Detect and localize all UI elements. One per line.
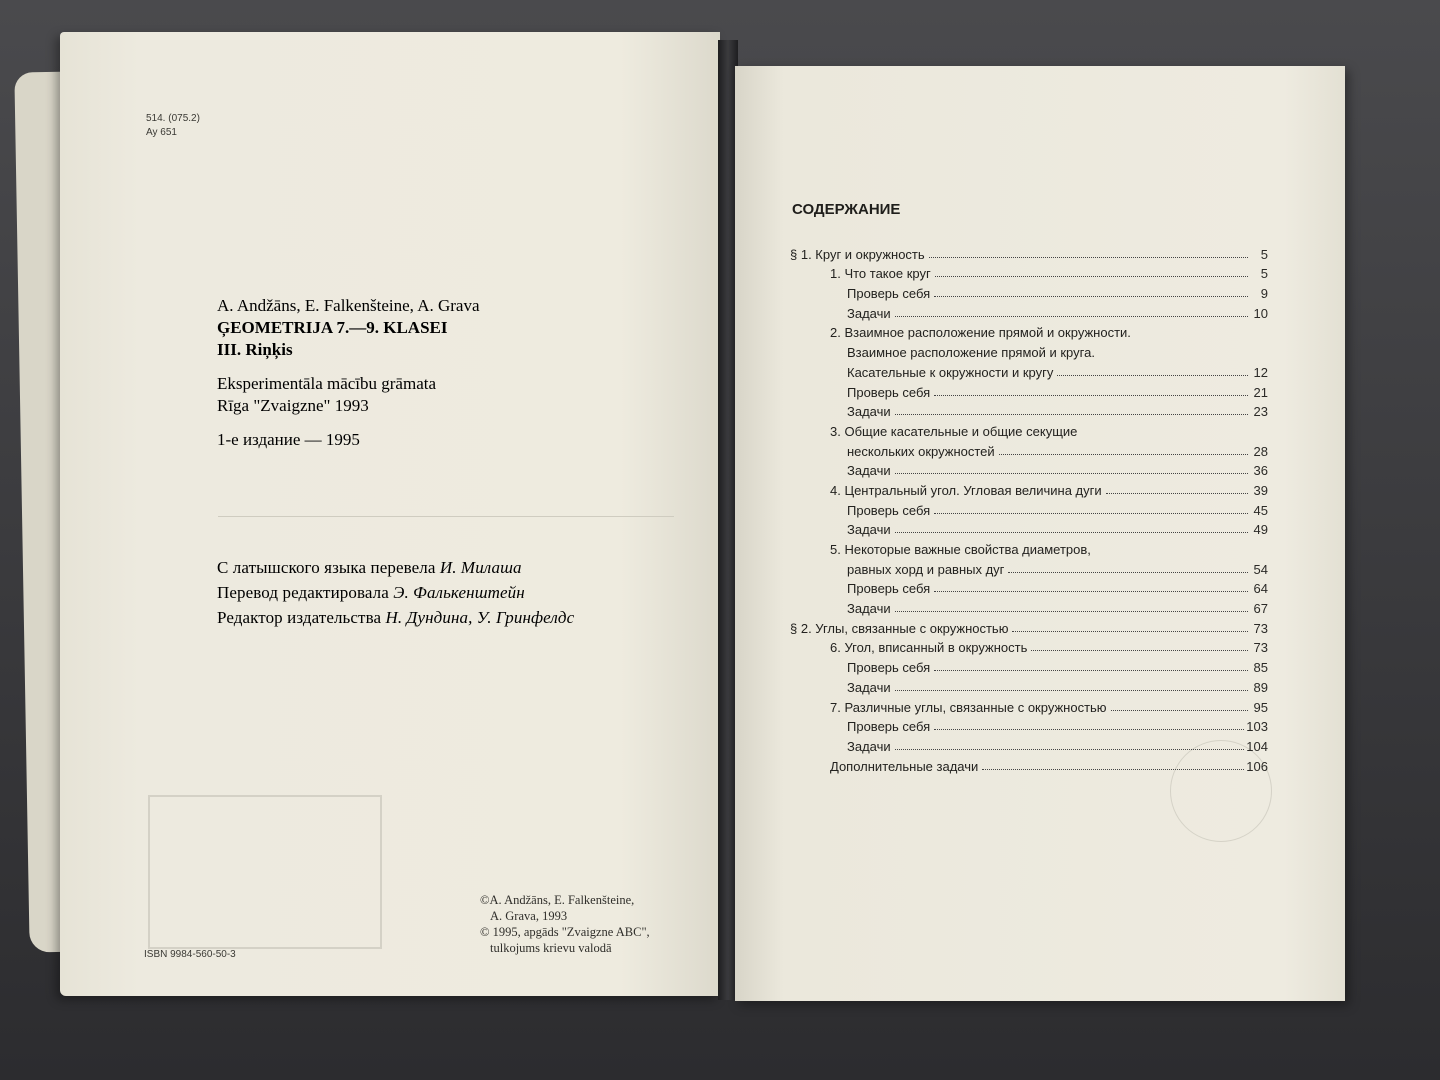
toc-row (790, 340, 1268, 360)
copyright-block: ©A. Andžāns, E. Falkenšteine, A. Grava, 1993 © 1995, apgāds "Zvaigzne ABC", tulkojums krievu valodā (480, 893, 650, 955)
edition-line: 1-е издание — 1995 (217, 430, 360, 449)
publisher-line: Rīga "Zvaigzne" 1993 (217, 396, 369, 415)
toc-page-number: 106 (1246, 758, 1268, 774)
catalog-code: 514. (075.2) (146, 113, 200, 124)
table-of-contents (790, 242, 1268, 774)
toc-page-number: 49 (1253, 522, 1268, 538)
toc-leader-dots (934, 395, 1248, 396)
toc-entry-label: Проверь себя (847, 660, 931, 676)
toc-page-number: 5 (1260, 266, 1268, 282)
toc-entry-label: § 2. Углы, связанные с окружностью (790, 620, 1009, 636)
toc-leader-dots (999, 454, 1248, 455)
toc-row (790, 360, 1268, 380)
toc-leader-dots (934, 296, 1248, 297)
toc-entry-label: Задачи (847, 404, 891, 420)
toc-leader-dots (895, 690, 1248, 691)
divider (218, 516, 674, 517)
toc-row (790, 321, 1268, 341)
toc-entry-label: Проверь себя (847, 581, 931, 597)
toc-page-number: 5 (1260, 246, 1268, 262)
toc-entry-label: 4. Центральный угол. Угловая величина дуги (830, 482, 1102, 498)
toc-row (790, 400, 1268, 420)
authors: A. Andžāns, E. Falkenšteine, A. Grava (217, 296, 480, 315)
toc-page-number: 64 (1253, 581, 1268, 597)
house-editor-credit: Редактор издательства Н. Дундина, У. Гринфелдс (217, 608, 575, 627)
toc-entry-label: равных хорд и равных дуг (847, 561, 1005, 577)
toc-row (790, 577, 1268, 597)
toc-row (790, 537, 1268, 557)
toc-entry-label: 1. Что такое круг (830, 266, 931, 282)
toc-entry-label: Проверь себя (847, 286, 931, 302)
toc-page-number: 104 (1246, 738, 1268, 754)
toc-row (790, 557, 1268, 577)
toc-row (790, 439, 1268, 459)
toc-entry-label: Задачи (847, 463, 891, 479)
toc-leader-dots (895, 316, 1248, 317)
toc-leader-dots (1111, 710, 1248, 711)
toc-entry-label: 2. Взаимное расположение прямой и окружности. (830, 325, 1131, 341)
toc-page-number: 73 (1253, 620, 1268, 636)
toc-row (790, 419, 1268, 439)
toc-leader-dots (895, 749, 1245, 750)
toc-entry-label: 6. Угол, вписанный в окружность (830, 640, 1028, 656)
toc-leader-dots (1057, 375, 1248, 376)
toc-page-number: 95 (1253, 699, 1268, 715)
toc-entry-label: Проверь себя (847, 502, 931, 518)
toc-row (790, 636, 1268, 656)
toc-page-number: 36 (1253, 463, 1268, 479)
isbn: ISBN 9984-560-50-3 (144, 949, 236, 960)
toc-leader-dots (934, 513, 1248, 514)
toc-entry-label: Проверь себя (847, 384, 931, 400)
toc-leader-dots (929, 257, 1248, 258)
toc-entry-label: Касательные к окружности и кругу (847, 364, 1054, 380)
toc-row (790, 459, 1268, 479)
toc-row (790, 675, 1268, 695)
toc-leader-dots (895, 414, 1248, 415)
catalog-code-2: Ay 651 (146, 127, 177, 138)
toc-entry-label: 7. Различные углы, связанные с окружностью (830, 699, 1107, 715)
toc-row (790, 242, 1268, 262)
toc-leader-dots (1008, 572, 1248, 573)
toc-row (790, 380, 1268, 400)
toc-entry-label: Взаимное расположение прямой и круга. (847, 345, 1095, 361)
faded-stamp (148, 795, 382, 949)
toc-entry-label: Задачи (847, 738, 891, 754)
toc-leader-dots (934, 591, 1248, 592)
toc-page-number: 89 (1253, 679, 1268, 695)
toc-page-number: 10 (1253, 305, 1268, 321)
toc-page-number: 73 (1253, 640, 1268, 656)
toc-row (790, 596, 1268, 616)
toc-entry-label: 5. Некоторые важные свойства диаметров, (830, 542, 1091, 557)
toc-leader-dots (934, 670, 1248, 671)
toc-entry-label: Задачи (847, 522, 891, 538)
toc-row (790, 616, 1268, 636)
toc-leader-dots (934, 729, 1244, 730)
toc-title: СОДЕРЖАНИЕ (792, 201, 901, 218)
toc-page-number: 39 (1253, 482, 1268, 498)
toc-page-number: 103 (1246, 719, 1268, 735)
toc-row (790, 301, 1268, 321)
toc-leader-dots (895, 611, 1248, 612)
toc-row (790, 518, 1268, 538)
toc-entry-label: нескольких окружностей (847, 443, 995, 459)
toc-row (790, 754, 1268, 774)
toc-page-number: 85 (1253, 660, 1268, 676)
toc-leader-dots (895, 473, 1248, 474)
toc-page-number: 54 (1253, 561, 1268, 577)
toc-row (790, 734, 1268, 754)
toc-page-number: 9 (1260, 286, 1268, 302)
book-title: ĢEOMETRIJA 7.—9. KLASEI (217, 318, 448, 337)
translation-credit: С латышского языка перевела И. Милаша (217, 558, 522, 577)
toc-row (790, 478, 1268, 498)
toc-entry-label: Проверь себя (847, 719, 931, 735)
toc-row (790, 281, 1268, 301)
toc-page-number: 45 (1253, 502, 1268, 518)
toc-row (790, 262, 1268, 282)
toc-row (790, 695, 1268, 715)
toc-row (790, 715, 1268, 735)
toc-page-number: 21 (1253, 384, 1268, 400)
book-subtitle: III. Riņķis (217, 340, 293, 359)
toc-page-number: 23 (1253, 404, 1268, 420)
toc-leader-dots (1106, 493, 1248, 494)
toc-page-number: 67 (1253, 601, 1268, 617)
toc-leader-dots (895, 532, 1248, 533)
toc-entry-label: Дополнительные задачи (830, 758, 979, 774)
toc-entry-label: § 1. Круг и окружность (790, 246, 925, 262)
toc-leader-dots (1012, 631, 1248, 632)
toc-entry-label: Задачи (847, 679, 891, 695)
toc-entry-label: Задачи (847, 601, 891, 617)
toc-leader-dots (1031, 650, 1248, 651)
credits-block (217, 555, 574, 630)
series-line: Eksperimentāla mācību grāmata (217, 374, 437, 393)
toc-page-number: 28 (1253, 443, 1268, 459)
toc-leader-dots (935, 276, 1248, 277)
title-block (217, 295, 480, 451)
toc-leader-dots (982, 769, 1244, 770)
editor-credit: Перевод редактировала Э. Фалькенштейн (217, 583, 525, 602)
toc-page-number: 12 (1253, 364, 1268, 380)
toc-entry-label: Задачи (847, 305, 891, 321)
toc-row (790, 498, 1268, 518)
toc-entry-label: 3. Общие касательные и общие секущие (830, 423, 1078, 439)
toc-row (790, 655, 1268, 675)
